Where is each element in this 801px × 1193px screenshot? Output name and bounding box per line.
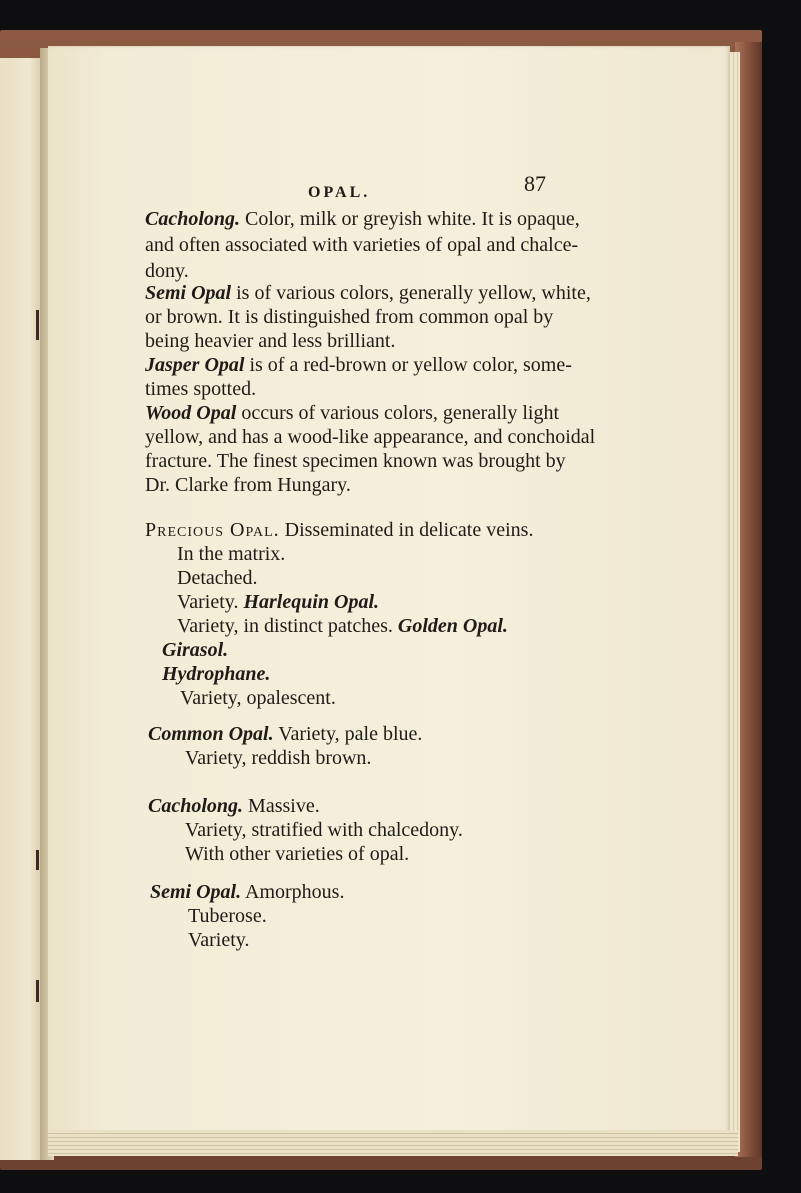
section-head: Cacholong.: [148, 795, 244, 817]
line-text: Amorphous.: [241, 881, 345, 903]
list-item: Variety, reddish brown.: [185, 747, 372, 769]
text-line: times spotted.: [145, 378, 257, 400]
line-text: Variety, in distinct patches.: [177, 615, 398, 637]
text-line: yellow, and has a wood-like appearance, and conchoidal: [145, 426, 596, 448]
text-line: [148, 794, 320, 818]
text-line: [150, 880, 344, 904]
list-item: [177, 590, 379, 614]
line-text: Massive.: [243, 795, 320, 817]
list-item: Hydrophane.: [162, 663, 271, 685]
list-item: Detached.: [177, 567, 258, 589]
list-item: In the matrix.: [177, 543, 286, 565]
text-line: dony.: [145, 260, 189, 282]
line-text: Variety, pale blue.: [273, 723, 423, 745]
term: Golden Opal.: [397, 615, 508, 637]
list-item: Variety.: [188, 929, 250, 951]
list-item: [177, 614, 508, 638]
text-line: Dr. Clarke from Hungary.: [145, 474, 351, 496]
line-text: is of a red-brown or yellow color, some-: [244, 354, 572, 376]
margin-mark: [36, 980, 39, 1002]
running-head: OPAL.: [308, 184, 371, 201]
page-number: 87: [524, 171, 546, 196]
text-line: being heavier and less brilliant.: [145, 330, 396, 352]
list-item: Variety, opalescent.: [180, 687, 336, 709]
term: Jasper Opal: [145, 354, 245, 376]
term: Semi Opal: [145, 282, 232, 304]
line-text: Variety.: [177, 591, 244, 613]
list-item: Tuberose.: [188, 905, 267, 927]
line-text: is of various colors, generally yellow, white,: [231, 282, 591, 304]
section-head: Semi Opal.: [150, 881, 242, 903]
text-line: [145, 281, 591, 305]
text-line: [148, 722, 422, 746]
section-head: Precious Opal.: [145, 519, 280, 541]
list-item: Variety, stratified with chalcedony.: [185, 819, 463, 841]
text-line: or brown. It is distinguished from common opal by: [145, 306, 554, 328]
list-item: Girasol.: [162, 639, 229, 661]
text-line: [145, 518, 533, 542]
section-head: Common Opal.: [148, 723, 274, 745]
text-line: [145, 353, 572, 377]
list-item: With other varieties of opal.: [185, 843, 410, 865]
line-text: Color, milk or greyish white. It is opaque,: [240, 208, 580, 230]
text-line: fracture. The finest specimen known was brought by: [145, 450, 566, 472]
term: Harlequin Opal.: [243, 591, 380, 613]
term: Wood Opal: [145, 402, 237, 424]
text-line: [145, 401, 559, 425]
text-line: and often associated with varieties of opal and chalce-: [145, 234, 579, 256]
margin-mark: [36, 850, 39, 870]
line-text: occurs of various colors, generally light: [236, 402, 559, 424]
page-bottom-edges: [48, 1130, 738, 1156]
margin-mark: [36, 310, 39, 340]
term: Cacholong.: [145, 208, 241, 230]
text-line: [145, 207, 580, 231]
line-text: Disseminated in delicate veins.: [279, 519, 534, 541]
